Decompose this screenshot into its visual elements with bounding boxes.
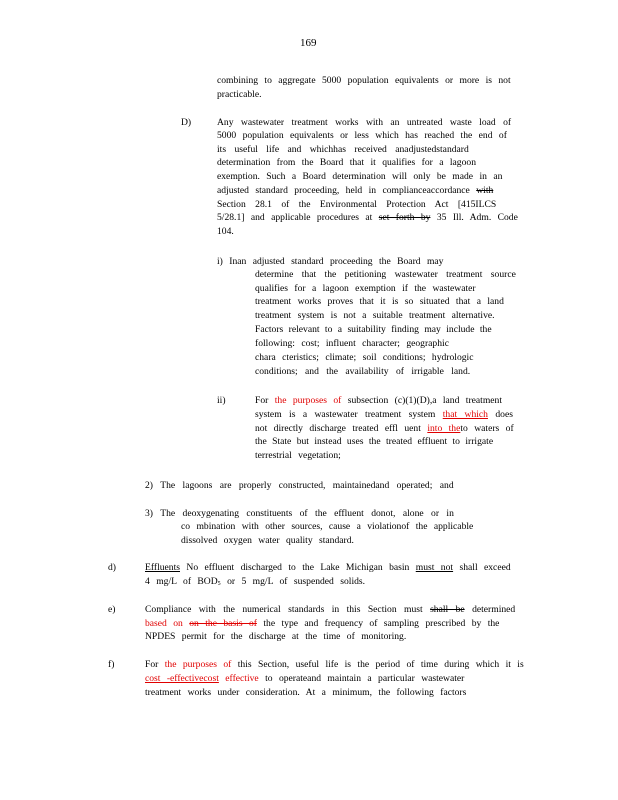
paragraph-label: D)	[181, 117, 192, 128]
text-line: its useful life and whichhas received anadjustedstandard	[217, 144, 469, 155]
text-span: not directly discharge treated effl uent	[255, 423, 421, 434]
inserted-text: that which	[442, 409, 488, 420]
text-span: 4 mg/L of BOD	[145, 576, 218, 587]
text-line	[145, 561, 511, 574]
text-span: For	[255, 395, 269, 406]
text-line: NPDES permit for the discharge at the time of monitoring.	[145, 631, 407, 642]
text-line: dissolved oxygen water quality standard.	[181, 535, 354, 546]
text-line: treatment works under consideration. At a minimum, the following factors	[145, 687, 467, 698]
paragraph-label: f)	[108, 659, 115, 670]
text-line	[255, 422, 514, 435]
inserted-text: into the	[427, 423, 461, 434]
text-line	[145, 617, 499, 630]
text-line	[145, 658, 524, 671]
text-span: 5/28.1] and applicable procedures at	[217, 212, 373, 223]
text-line: treatment works proves that it is so situated that a land	[255, 296, 504, 307]
text-line: treatment system is not a suitable treatment alternative.	[255, 310, 495, 321]
text-line: Section 28.1 of the Environmental Protection Act [415ILCS	[217, 199, 497, 210]
inserted-text: cost -effectivecost	[145, 673, 219, 684]
text-line: 104.	[217, 226, 234, 237]
inserted-text: based on	[145, 618, 183, 629]
underlined-text: must not	[415, 562, 454, 573]
text-span: this Section, useful life is the period of time during which it is	[237, 659, 524, 670]
text-span: shall exceed	[459, 562, 511, 573]
text-line: the State but instead uses the treated effluent to irrigate	[255, 436, 494, 447]
text-line	[217, 211, 518, 224]
text-line	[145, 575, 365, 591]
text-line	[145, 672, 464, 685]
text-span: Compliance with the numerical standards in this Section must	[145, 604, 423, 615]
subscript: 5	[217, 581, 221, 587]
text-line: following: cost; influent character; geographic	[255, 338, 449, 349]
deleted-text: with	[476, 185, 494, 196]
text-line: chara cteristics; climate; soil conditions; hydrologic	[255, 352, 474, 363]
text-span: No effluent discharged to the Lake Michigan basin	[186, 562, 410, 573]
text-line: determination from the Board that it qualifies for a lagoon	[217, 157, 476, 168]
inserted-text: the purposes of	[274, 395, 342, 406]
text-line	[145, 603, 515, 616]
text-span: adjusted standard proceeding, held in complianceaccordance	[217, 185, 470, 196]
text-line: determine that the petitioning wastewater treatment source	[255, 269, 516, 280]
text-span: subsection (c)(1)(D),a land treatment	[347, 395, 503, 406]
text-span: 35 Ill. Adm. Code	[436, 212, 518, 223]
text-span: or 5 mg/L of suspended solids.	[227, 576, 366, 587]
text-line: 2) The lagoons are properly constructed, maintainedand operated; and	[145, 480, 454, 491]
text-line: combining to aggregate 5000 population equivalents or more is not	[217, 75, 511, 86]
text-line: qualifies for a lagoon exemption if the wastewater	[255, 283, 476, 294]
text-line: Factors relevant to a suitability finding may include the	[255, 324, 492, 335]
text-line: Any wastewater treatment works with an untreated waste load of	[217, 117, 512, 128]
text-line: i) Inan adjusted standard proceeding the Board may	[217, 256, 444, 267]
text-span: to operateand maintain a particular wastewater	[265, 673, 465, 684]
paragraph-label: e)	[108, 604, 116, 615]
text-line: practicable.	[217, 89, 262, 100]
text-span: determined	[472, 604, 516, 615]
text-span: to waters of	[460, 423, 514, 434]
deleted-text: shall be	[430, 604, 465, 615]
underlined-text: Effluents	[145, 562, 180, 573]
text-line: conditions; and the availability of irrigable land.	[255, 366, 471, 377]
inserted-text: the purposes of	[164, 659, 232, 670]
deleted-text: on the basis of	[189, 618, 257, 629]
page-number: 169	[300, 37, 317, 49]
text-span: system is a wastewater treatment system	[255, 409, 436, 420]
text-span: does	[495, 409, 513, 420]
text-line: 5000 population equivalents or less which has reached the end of	[217, 130, 507, 141]
text-line	[255, 408, 513, 421]
text-line: co mbination with other sources, cause a violationof the applicable	[181, 521, 474, 532]
text-line	[217, 184, 493, 197]
paragraph-label: ii)	[217, 395, 226, 406]
deleted-text: set forth by	[378, 212, 431, 223]
text-line	[255, 394, 502, 407]
text-span: For	[145, 659, 159, 670]
text-span: the type and frequency of sampling prescribed by the	[263, 618, 500, 629]
text-line: terrestrial vegetation;	[255, 450, 341, 461]
text-line: exemption. Such a Board determination will only be made in an	[217, 171, 503, 182]
inserted-text: effective	[225, 673, 259, 684]
paragraph-label: d)	[108, 562, 116, 573]
text-line: 3) The deoxygenating constituents of the effluent donot, alone or in	[145, 508, 454, 519]
